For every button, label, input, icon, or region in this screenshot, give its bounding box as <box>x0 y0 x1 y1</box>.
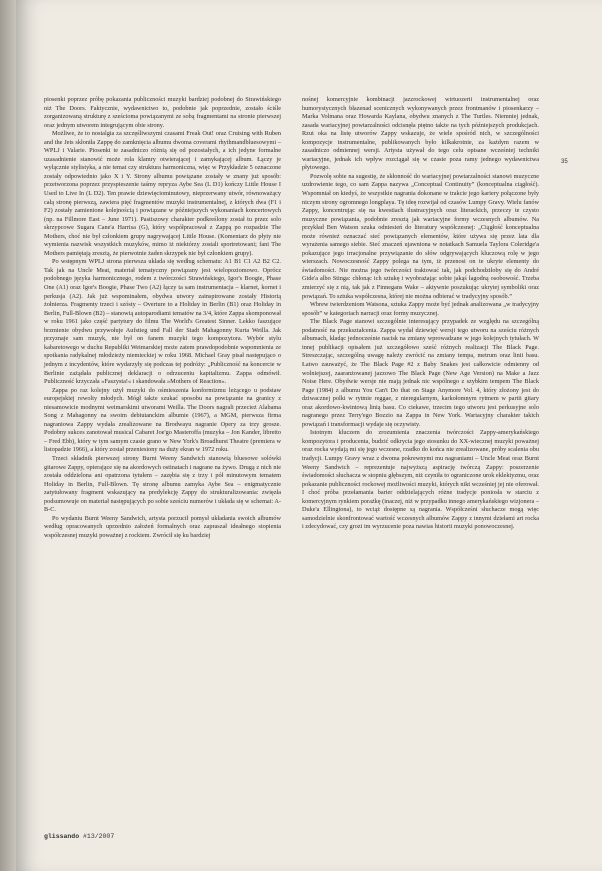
footer <box>44 833 114 840</box>
right-column <box>302 96 539 532</box>
magazine-name: glissando <box>44 833 80 840</box>
paragraph: Po wstępnym WPLJ strona pierwsza układa się według schematu: A1 B1 C1 A2 B2 C2. Tak jak na Uncle Meat, materiał tematyczny powiązany jest wielopoziomowo. Oprócz podobnego języka harmonicznego, rodem z twórczości Strawińskiego, Igor's Boogie, Phase One (A1) oraz Igor's Boogie, Phase Two (A2) łączy ta sam instrumentacja – klarnet, kornet i perkusja (A2). Jak już wspominałem, obydwa utwory zainspirowane zostały Historią żołnierza. Fragmenty trzeci i szósty – Overture to a Holiday in Berlin (B1) oraz Holiday in Berlin, Full-Blown (B2) – stanowią autoparodiami tematów na 3/4, które Zappa skomponował w roku 1961 jako część partytury do filmu The World's Greatest Sinner. Lekko faszujące brzmienie obydwu przywołuje Aufstieg und Fall der Stadt Mahagonny Kurta Weilla. Jak przyznaje sam muzyk, nie był on fanem muzyki tego kompozytora. Wybór stylu kabaretowego w duchu Republiki Weimarskiej może zatem prawdopodobnie wspomnienia ze spotkania radykalnej młodzieży niemieckiej w roku 1968. Michael Gray pisał następująco o jednym z incydentów, które wydarzyły się podczas tej podróży: „Publiczność na koncercie w Berlinie zażądała publicznej deklaracji o odrzuceniu kapitalizmu. Zappa odmówił. Publiczność krzyczała »Faszysta!« i skandowała »Mothers of Reaction«. <box>44 258 281 386</box>
paragraph: Wbrew twierdzeniom Watsona, sztuka Zappy może być jednak analizowana „w tradycyjny sposób” w kategoriach narracji oraz formy muzycznej. <box>302 301 539 317</box>
left-column <box>44 96 281 540</box>
paragraph: Pozwolę sobie na sugestię, że skłonność do wariacyjnej powtarzalności stanowi muzyczne uzdrowienie tego, co sam Zappa nazywa „Conceptual Continuity” (konceptualna ciągłość). Wspomniał on kiedyś, że wszystkie nagrania dokonane w trakcie jego kariery połączone były niczym strony ogromnego longplaya. Tę ideę rozwijał od czasów Lumpy Gravy. Wielu fanów Zappy, koncentrując się na kwestiach ilustracyjnych oraz literackich, przeczy te czysto muzyczne powiązania, podobnie zresztą jak wariacyjne formy wczesnych albumów. Na przykład Ben Watson szuka odniesień do literatury współczesnej: „Ciągłość konceptualna może również oznaczać sieć powiązanych elementów, które używa się przez lata dla wyrażenia samego siebie. Sieć znaczeń ujawniona w notatkach Samuela Taylora Coleridge'a pokazujące jego irracjonalne przywiązanie do słów odgrywających kluczową rolę w jego wierszach. Nowoczesność Zappy polega na tym, iż przenosi on te ukryte elementy do świadomości. Nie można jego twórczości traktować tak, jak podchodziłoby się do André Gide'a albo Stinga: chłonąc ich sztukę i wyobrażając sobie jakąś łagodną osobowość. Trzeba zmierzyć się z nią, tak jak z Finnegans Wake – aktywnie poszukując ukrytej symboliki oraz powiązań. To sztuka współczesna, której nie można odbierać w tradycyjny sposób.” <box>302 172 539 300</box>
paragraph: piosenki poprzez próbę pokazania publiczności muzyki bardziej podobnej do Strawińskiego niż The Doors. Faktycznie, wydawnictwo to, podobnie jak poprzednie, zostało ściśle zorganizowaną strukturę z sześcioma powiązanymi ze sobą fragmentami na stronie pierwszej oraz jednym utworem integrującym obie strony. <box>44 96 281 129</box>
page-binding-shadow <box>0 0 16 871</box>
paragraph: Istotnym kluczem do zrozumienia znaczenia twórczości Zappy-amerykańskiego kompozytora i producenta, budzić odkrycia jego stosunku do XX-wiecznej muzyki poważnej oraz rocka wydają mi się jego wczesne, rzadko do końca nie zrealizowane, próby scalenia obu tradycji. Lumpy Gravy wraz z dwoma pokrewnymi mu nagraniami – Uncle Meat oraz Burnt Weeny Sandwich – reprezentuje najwyższą aspirację twórczą Zappy: poszerzenie świadomości słuchacza w stopniu głębszym, niż czyniła to ograniczone urok eklektyzmu, oraz pokazanie publiczności rockowej możliwości muzyki, których nikt wcześniej jej nie oferował. I choć próba przełamania barier oddzielających różne tradycje poniosła w starciu z komercyjnym rynkiem porażkę (inaczej, niż w przypadku innego amerykańskiego wizjonera – Duke'a Ellingtona), to wciąż dostępne są nagrania. Współcześni słuchacze mogą więc samodzielnie skonfrontować wartość wczesnych albumów Zappy z innymi dziełami art rocka i zdecydować, czy grozi im wyrzucenie poza nawias historii muzyki ponowoczesnej. <box>302 429 539 531</box>
paragraph: Zappa po raz kolejny użył muzyki do ośmieszenia konformizmu leżącego u podstaw europejskiej rewolty młodych. Mógł także szukać sposobu na powiązanie na granicy z niesamowicie modnymi weimarskimi utworami Weilla. The Doors nagrali przecież Alabama Song z Mahagonny na swoim debiutanckim albumie (1967), a MGM, pierwsza firma nagraniowa Zappy wydała zrealizowane na Brodwayu nagranie Opery za trzy grosze. Podobny sukces zanotował musical Cabaret Joe'go Masteroffa (muzyka – Jon Kander, libretto – Fred Ebb), który w tym samym czasie grano w New York's Broadhurst Theatre (premiera w listopadzie 1966), a który został przeniesiony na duży ekran w 1972 roku. <box>44 386 281 454</box>
paragraph: Trzeci składnik pierwszej strony Burnt Weeny Sandwich stanowią bluesowe solówki gitarowe Zappy, opierające się na akordowych ostinatach i nagrane na żywo. Drugą z nich nie została oddzielona ani opatrzona tytułem – zazębia się z trzy i pół minutowym tematem Holiday in Berlin, Full-Blown. Tę stronę albumu zamyka Aybe Sea – enigmatycznie zatytułowany fragment wskazujący na predylekcję Zappy do strukturalizowania: zwięzła podsumowuje on materiał następujących po sobie sześciu numerów i układa się w schemat: A-B-C. <box>44 454 281 514</box>
page-number: 35 <box>561 159 568 165</box>
paragraph: nośnej komercyjnie kombinacji jazzrockowej wirtuozerii instrumentalnej oraz humorystycznych błazenad scenicznych wykonywanych przez frontmanów i piosenkarzy – Marka Volmana oraz Howarda Kaylana, obydwu znanych z The Turtles. Niemniej jednak, zasada wariacyjnej powtarzalności odcisnęła piętno także na tych późniejszych produkcjach. Rzut oka na listę utworów Zappy wskazuje, że wiele spośród nich, w szczególności kompozycje instrumentalne, publikowanych było kilkakrotnie, za każdym razem w zasadniczo odmiennej wersji. Artysta używał do tego celu opisane wcześniej techniki wariacyjne, jednak ich wpływ rozciągał się w czasie poza ramy jednego wydawnictwa płytowego. <box>302 96 539 172</box>
issue-number: #13/2007 <box>83 833 115 840</box>
paragraph: The Black Page stanowi szczególnie interesujący przypadek ze względu na szczególną podatność na przekształcenia. Zappa wydał dziewięć wersji tego utworu na sześciu różnych albumach, kładąc jednocześnie nacisk na zmiany wprowadzane w jego kolejnych tytułach. W innej publikacji opisałem już szczegółowo sześć różnych realizacji The Black Page. Streszczając, szczególną uwagę należy zwrócić na zmiany tempa, metrum oraz linii basu. Łatwo zauważyć, że The Black Page #2 z Baby Snakes jest całkowicie odmienny od wolniejszej, zaaranżowanej jazzowo The Black Page (New Age Version) na Make a Jazz Noise Here. Obydwie wersje nie mają jednak nic wspólnego z szybkim tempem The Black Page (1984) z albumu You Can't Do that on Stage Anymore Vol. 4, który złożony jest do dziwacznej polki w rytmie reggae, z nieregularnym, karkołomnym rytmem w partii gitary oraz akordowo-kwintową linią basu. Co ciekawe, trzecim tego utworu jest perkusyjne solo nagranego przez Terry'ego Bozzio na Zappa in New York. Wariacyjny charakter takich powiązań i transformacji wydaje się oczywisty. <box>302 318 539 428</box>
paragraph: Możliwe, że to nostalgia za szczęśliwszymi czasami Freak Out! oraz Cruising with Ruben and the Jets skłoniła Zappę do zamknięcia albumu dwoma coverami rhythmandbluesowymi – WPLJ i Valarie. Piosenki te zasadniczo różnią się od pozostałych, a ich jedyne formalne uzasadnienie stanowić może rola klamry otwierającej i zamykającej album. Łączy je wyłącznie stylistyka, a nie temat czy struktura harmoniczna, więc w Przykładzie 5 oznaczone zostały odpowiednio jako X i Y. Strony albumu powiązane zostały w znany już sposób: przetworzona poprzez przyspieszenie taśmy repryza Aybe Sea (L D1) kończy Little House I Used to Live In (L D2). Ten prawie dziewięciominutowy, nieprzerwany utwór, równoważący całą stronę pierwszą, zawiera pięć fragmentów muzyki instrumentalnej, z których dwa (F1 i F2) zostały zamienione kolejnością i powiązane w późniejszych wykonaniach koncertowych (np. na Fillmore East – June 1971). Pastiszowy charakter podkreślony został tu przez solo skrzypcowe Sugara Cane'a Harrisa (G), który współpracował z Zappą po rozpadzie The Mothers, choć nie był członkiem grupy nagrywającej Little House. (Komentarz do płyty nie wymienia nazwisk wszystkich muzyków, mimo iż niektórzy zostali sportretowani; fani The Mothers pamiętają zresztą, że pierwotnie żaden skrzypek nie był członkiem grupy). <box>44 130 281 257</box>
paragraph: Po wydaniu Burnt Weeny Sandwich, artysta porzucił pomysł układania swoich albumów według opracowanych uprzednio założeń formalnych oraz zapraszał ideałnego stopienia współczesnej muzyki poważnej z rockiem. Zwrócił się ku bardziej <box>44 514 281 539</box>
